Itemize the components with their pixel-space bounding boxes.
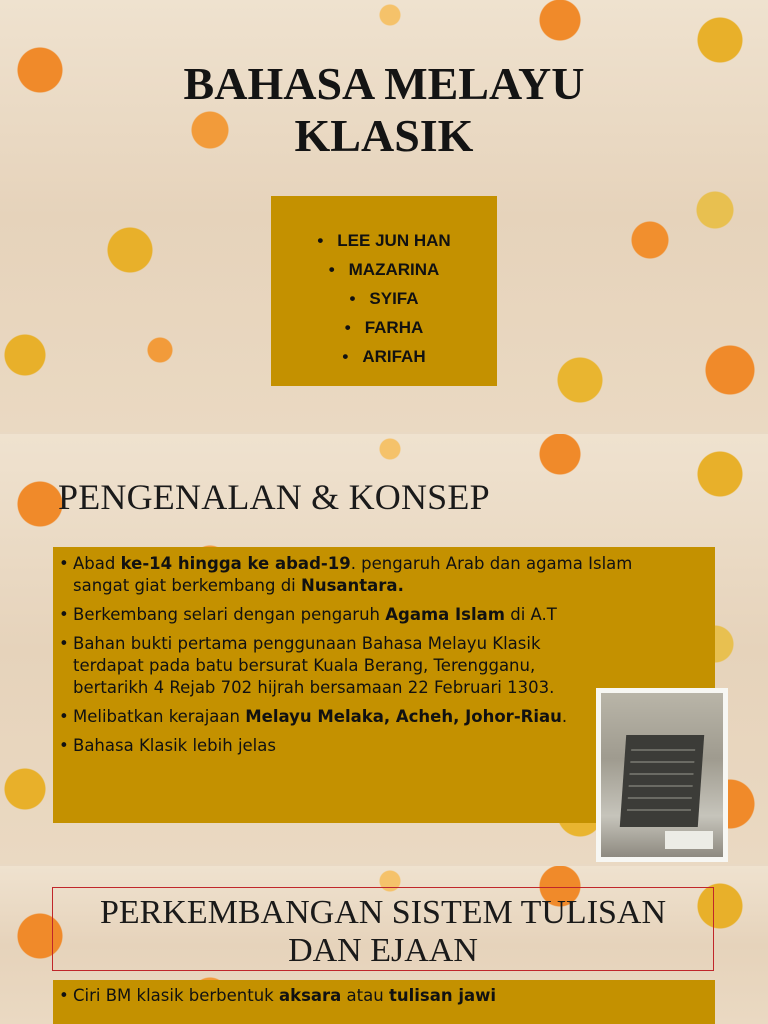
title-slide [0,0,768,432]
bullet-text: Bahasa Klasik lebih jelas [73,736,276,755]
bullet-text: . [561,707,568,726]
bullet-bold-text: tulisan jawi [388,986,497,1005]
museum-placard [665,831,713,849]
bullet-item [73,604,671,626]
bullet-text: Melibatkan kerajaan [73,707,246,726]
bullet-text: . pengaruh Arab dan agama Islam sangat giat berkembang di [73,554,633,595]
bullet-list [53,980,715,1007]
member-name: • FARHA [271,313,497,342]
bullet-item [73,735,671,757]
bullet-item [73,553,671,597]
bullet-item [73,985,685,1007]
photo-image [601,693,723,857]
heading-frame [52,887,714,971]
bullet-text: Bahan bukti pertama penggunaan Bahasa Melayu Klasik terdapat pada batu bersurat Kuala Berang, Terengganu, bertarikh 4 Rejab 702 hijrah bersamaan 22 Februari 1303. [73,634,555,697]
member-name: • SYIFA [271,284,497,313]
bullet-bold-text: aksara [278,986,342,1005]
bullet-bold-text: Melayu Melaka, Acheh, Johor-Riau [245,707,562,726]
inscription-stone-photo [596,688,728,862]
bullet-text: di A.T [504,605,557,624]
heading-line-1: PERKEMBANGAN SISTEM TULISAN [99,894,667,931]
bullet-text: Abad [73,554,121,573]
bullet-text: atau [341,986,389,1005]
introduction-slide [0,434,768,864]
content-box [53,980,715,1024]
member-name: • LEE JUN HAN [271,226,497,255]
bullet-text: Berkembang selari dengan pengaruh [73,605,386,624]
group-members-box [271,196,497,386]
bullet-item [73,706,671,728]
member-name: • MAZARINA [271,255,497,284]
heading-line-2: DAN EJAAN [288,932,478,969]
bullet-bold-text: Agama Islam [385,605,505,624]
title-line-2: KLASIK [294,110,474,161]
slide-heading: PENGENALAN & KONSEP [58,477,490,517]
bullet-bold-text: Nusantara. [301,576,404,595]
bullet-text: Ciri BM klasik berbentuk [73,986,279,1005]
writing-system-slide [0,866,768,1024]
title-line-1: BAHASA MELAYU [183,58,585,109]
slide-title [0,58,768,162]
member-name: • ARIFAH [271,342,497,371]
bullet-bold-text: ke-14 hingga ke abad-19 [120,554,351,573]
bullet-item [73,633,671,699]
stone-tablet [620,735,704,827]
slide-heading [53,888,713,970]
